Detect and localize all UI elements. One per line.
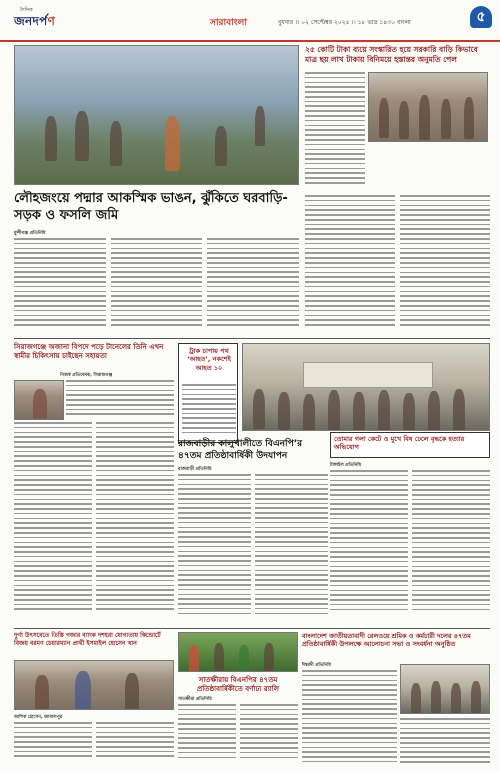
bottom-right-body xyxy=(302,670,397,766)
lead-body xyxy=(14,238,299,333)
bottom-left-headline[interactable]: দুর্গা উৎসবেতে তিস্তি গজার ব্যাংক দশহরা যোগ্যতায় কিন্ডোর্টে বিজয় বরমণ চেয়ারম্যান প্রার্থী ইসমাইল হোসেন খান xyxy=(14,632,161,647)
center-headline[interactable]: রাজবাড়ীর কালুখালীতে বিএনপি’র ৪৭তম প্রতিষ্ঠাবার্ষিকী উদযাপন xyxy=(178,439,303,461)
right-col-headline-box xyxy=(330,432,490,458)
logo-text: জনদর্প xyxy=(14,14,48,28)
left-col-byline: নিজস্ব প্রতিবেদক, সিরাজগঞ্জ xyxy=(60,373,113,378)
center-byline: রাজবাড়ী প্রতিনিধি xyxy=(178,467,212,472)
newspaper-logo[interactable] xyxy=(14,13,55,33)
right-col-headline[interactable]: তোমার গলা কেটে ও মুখে বিষ ঢেলে বৃদ্ধকে হত্যার অভিযোগ xyxy=(334,435,465,452)
bottom-left-byline: আশিক হোসেন, জামালপুর xyxy=(14,715,63,720)
center-photo xyxy=(242,343,490,431)
section-title: সারাবাংলা xyxy=(210,18,247,28)
mid-box-body xyxy=(182,384,236,440)
left-col-headline[interactable]: সিরাজগঞ্জে অজানা বিপদে পড়ে টানেলের তিনি এখন স্বামীর চিকিৎসায় চাইছেন সহায়তা xyxy=(14,343,164,361)
lead-headline[interactable]: লৌহজংয়ে পদ্মার আকস্মিক ভাঙন, ঝুঁকিতে ঘরবাড়ি-সড়ক ও ফসলি জমি xyxy=(14,191,288,223)
mid-box xyxy=(178,343,238,443)
bottom-center-byline: সাতক্ষীরা প্রতিনিধি xyxy=(178,697,212,702)
bottom-right-byline: ঈশ্বরদী প্রতিনিধি xyxy=(302,663,332,668)
bottom-center-headline[interactable]: সাতক্ষীরায় বিএনপির ৪৭তম প্রতিষ্ঠাবার্ষিকীতে বর্ণাঢ্য র‍্যালি xyxy=(197,676,279,694)
bottom-center-photo xyxy=(178,632,298,672)
right-col-byline: টাঙ্গাইল প্রতিনিধি xyxy=(330,463,362,468)
mid-box-headline[interactable]: ট্রাক চাপায় পথ ‘আহত’, নকশেই আহত ১০ xyxy=(187,347,231,372)
bottom-center-body xyxy=(178,704,298,766)
logo-tagline: দৈনিক xyxy=(20,7,33,13)
top-right-photo xyxy=(368,72,488,142)
left-col-body xyxy=(66,380,174,420)
bottom-right-headline[interactable]: বাংলাদেশ জাতীয়তাবাদী রেলওয়ে শ্রমিক ও কর্মচারী দলের ৪৭তম প্রতিষ্ঠাবার্ষিকী উপলক্ষে আলোচনা সভা ও সংবর্ধনা অনুষ্ঠিত xyxy=(302,632,471,649)
bottom-right-photo xyxy=(400,664,490,714)
lead-byline: মুন্সীগঞ্জ প্রতিনিধি xyxy=(14,231,46,236)
bottom-left-photo xyxy=(14,660,174,710)
divider xyxy=(14,628,490,629)
lead-photo xyxy=(14,45,299,185)
masthead xyxy=(0,0,500,42)
left-col-photo xyxy=(14,380,64,420)
page-number-badge: ৫ xyxy=(470,6,492,28)
bottom-right-body-2 xyxy=(400,718,490,766)
center-body xyxy=(178,474,328,624)
right-col-body xyxy=(330,470,490,620)
top-right-headline[interactable]: ২৫ কোটি টাকা ব্যয়ে সংস্কারিত হয়ে সরকারি বাড়ি কিভাবে মাত্র ছয় লাখ টাকায় বিনিময়ে হস্তান্তর অনুমতি পেল xyxy=(305,45,478,64)
dateline: বুধবার ।। ০২ সেপ্টেম্বর ২০২৫ ।। ১৮ ভাদ্র ১৪৩০ বাংলা xyxy=(278,19,411,26)
left-col-body-2 xyxy=(14,422,174,622)
logo-text-accent: ণ xyxy=(47,14,56,28)
divider xyxy=(14,338,490,339)
top-right-intro xyxy=(305,72,365,192)
top-right-body xyxy=(305,195,490,335)
bottom-left-body xyxy=(14,722,174,766)
